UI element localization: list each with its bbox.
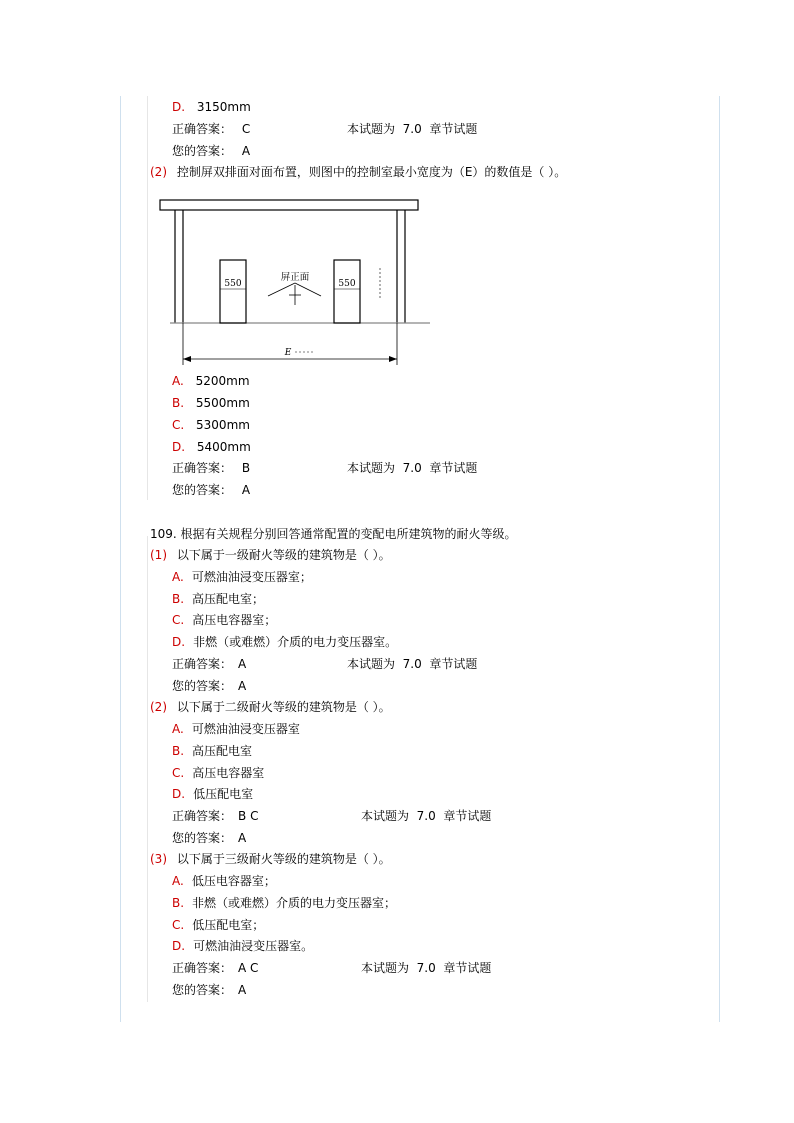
option-d	[172, 938, 313, 954]
correct-answer-value: A C	[238, 961, 259, 975]
your-answer-row	[172, 678, 246, 694]
question-text: 以下属于二级耐火等级的建筑物是（ ）。	[176, 700, 391, 714]
option-letter: A.	[172, 570, 184, 584]
score-text: 本试题为 7.0 章节试题	[347, 461, 478, 475]
option-text: 5500mm	[195, 396, 250, 410]
right-frame-border	[719, 96, 720, 1022]
option-a	[172, 373, 250, 389]
your-answer-label: 您的答案：	[172, 483, 233, 497]
left-frame-border	[120, 96, 121, 1022]
option-text: 5300mm	[196, 418, 250, 432]
option-letter: D.	[172, 939, 186, 953]
option-b	[172, 591, 264, 607]
question-108-2	[150, 164, 566, 180]
option-b	[172, 395, 250, 411]
option-text: 非燃（或难燃）介质的电力变压器室。	[193, 635, 398, 649]
your-answer-value: A	[241, 144, 251, 158]
correct-answer-label: 正确答案：	[172, 809, 233, 823]
option-letter: D.	[172, 440, 186, 454]
score-text: 本试题为 7.0 章节试题	[347, 657, 478, 671]
question-text: 以下属于三级耐火等级的建筑物是（ ）。	[176, 852, 391, 866]
option-text: 高压电容器室；	[192, 613, 277, 627]
option-letter: A.	[172, 374, 184, 388]
correct-answer-value: B	[241, 461, 251, 475]
question-109-3	[150, 851, 391, 867]
option-letter: C.	[172, 766, 185, 780]
your-answer-label: 您的答案：	[172, 679, 233, 693]
correct-answer-value: B C	[238, 809, 259, 823]
option-d	[172, 439, 251, 455]
question-109-1	[150, 547, 391, 563]
your-answer-value: A	[241, 483, 251, 497]
question-text: 控制屏双排面对面布置，则图中的控制室最小宽度为（E）的数值是（ ）。	[176, 165, 567, 179]
question-number: (1)	[150, 548, 167, 562]
option-text: 高压配电室；	[192, 592, 265, 606]
option-text: 高压配电室	[192, 744, 253, 758]
correct-answer-label: 正确答案：	[172, 122, 233, 136]
correct-answer-row	[172, 808, 258, 824]
your-answer-label: 您的答案：	[172, 983, 233, 997]
roof-slab	[160, 200, 418, 210]
option-d	[172, 634, 397, 650]
your-answer-label: 您的答案：	[172, 144, 233, 158]
your-answer-value: A	[238, 831, 247, 845]
question-109-title: 109. 根据有关规程分别回答通常配置的变配电所建筑物的耐火等级。	[150, 527, 517, 541]
panel-dimension-right: 550	[338, 279, 356, 289]
option-text: 高压电容器室	[192, 766, 265, 780]
option-letter: A.	[172, 722, 184, 736]
correct-answer-value: A	[238, 657, 247, 671]
control-room-diagram	[155, 193, 435, 368]
correct-answer-row	[172, 960, 258, 976]
correct-answer-row	[172, 460, 250, 476]
option-a	[172, 569, 312, 585]
option-letter: D.	[172, 635, 186, 649]
option-text: 非燃（或难燃）介质的电力变压器室；	[192, 896, 397, 910]
your-answer-row	[172, 143, 250, 159]
option-text: 可燃油油浸变压器室；	[191, 570, 312, 584]
question-109-2	[150, 699, 391, 715]
option-letter: B.	[172, 396, 185, 410]
correct-answer-label: 正确答案：	[172, 657, 233, 671]
option-letter: B.	[172, 896, 185, 910]
option-text: 低压电容器室；	[191, 874, 276, 888]
your-answer-row	[172, 830, 246, 846]
your-answer-row	[172, 482, 250, 498]
question-text: 以下属于一级耐火等级的建筑物是（ ）。	[176, 548, 391, 562]
option-letter: C.	[172, 418, 185, 432]
correct-answer-value: C	[241, 122, 251, 136]
option-d	[172, 786, 253, 802]
option-text: 3150mm	[196, 100, 251, 114]
your-answer-value: A	[238, 983, 247, 997]
option-c	[172, 765, 264, 781]
question-number: (2)	[150, 165, 167, 179]
option-text: 可燃油油浸变压器室。	[193, 939, 314, 953]
option-c	[172, 417, 250, 433]
span-label-e: E	[284, 348, 292, 358]
score-text: 本试题为 7.0 章节试题	[347, 122, 478, 136]
screen-front-label: 屏正面	[280, 272, 310, 283]
option-text: 低压配电室	[193, 787, 254, 801]
option-letter: C.	[172, 918, 185, 932]
option-c	[172, 612, 276, 628]
your-answer-row	[172, 982, 246, 998]
option-a	[172, 721, 300, 737]
option-text: 低压配电室；	[192, 918, 265, 932]
question-number: (2)	[150, 700, 167, 714]
option-a	[172, 873, 276, 889]
your-answer-label: 您的答案：	[172, 831, 233, 845]
option-b	[172, 895, 396, 911]
panel-right	[334, 260, 360, 323]
option-text: 5400mm	[196, 440, 251, 454]
option-text: 可燃油油浸变压器室	[191, 722, 300, 736]
panel-left	[220, 260, 246, 323]
content-rail	[147, 96, 148, 500]
score-text: 本试题为 7.0 章节试题	[361, 809, 492, 823]
content-rail	[147, 536, 148, 1002]
your-answer-value: A	[238, 679, 247, 693]
correct-answer-label: 正确答案：	[172, 461, 233, 475]
question-number: (3)	[150, 852, 167, 866]
panel-dimension-left: 550	[224, 279, 242, 289]
option-letter: A.	[172, 874, 184, 888]
option-c	[172, 917, 264, 933]
option-letter: D.	[172, 787, 186, 801]
option-letter: B.	[172, 592, 185, 606]
option-letter: D.	[172, 100, 186, 114]
correct-answer-row	[172, 121, 250, 137]
option-text: 5200mm	[195, 374, 250, 388]
option-b	[172, 743, 252, 759]
score-text: 本试题为 7.0 章节试题	[361, 961, 492, 975]
option-d	[172, 99, 251, 115]
option-letter: B.	[172, 744, 185, 758]
option-letter: C.	[172, 613, 185, 627]
correct-answer-label: 正确答案：	[172, 961, 233, 975]
correct-answer-row	[172, 656, 246, 672]
